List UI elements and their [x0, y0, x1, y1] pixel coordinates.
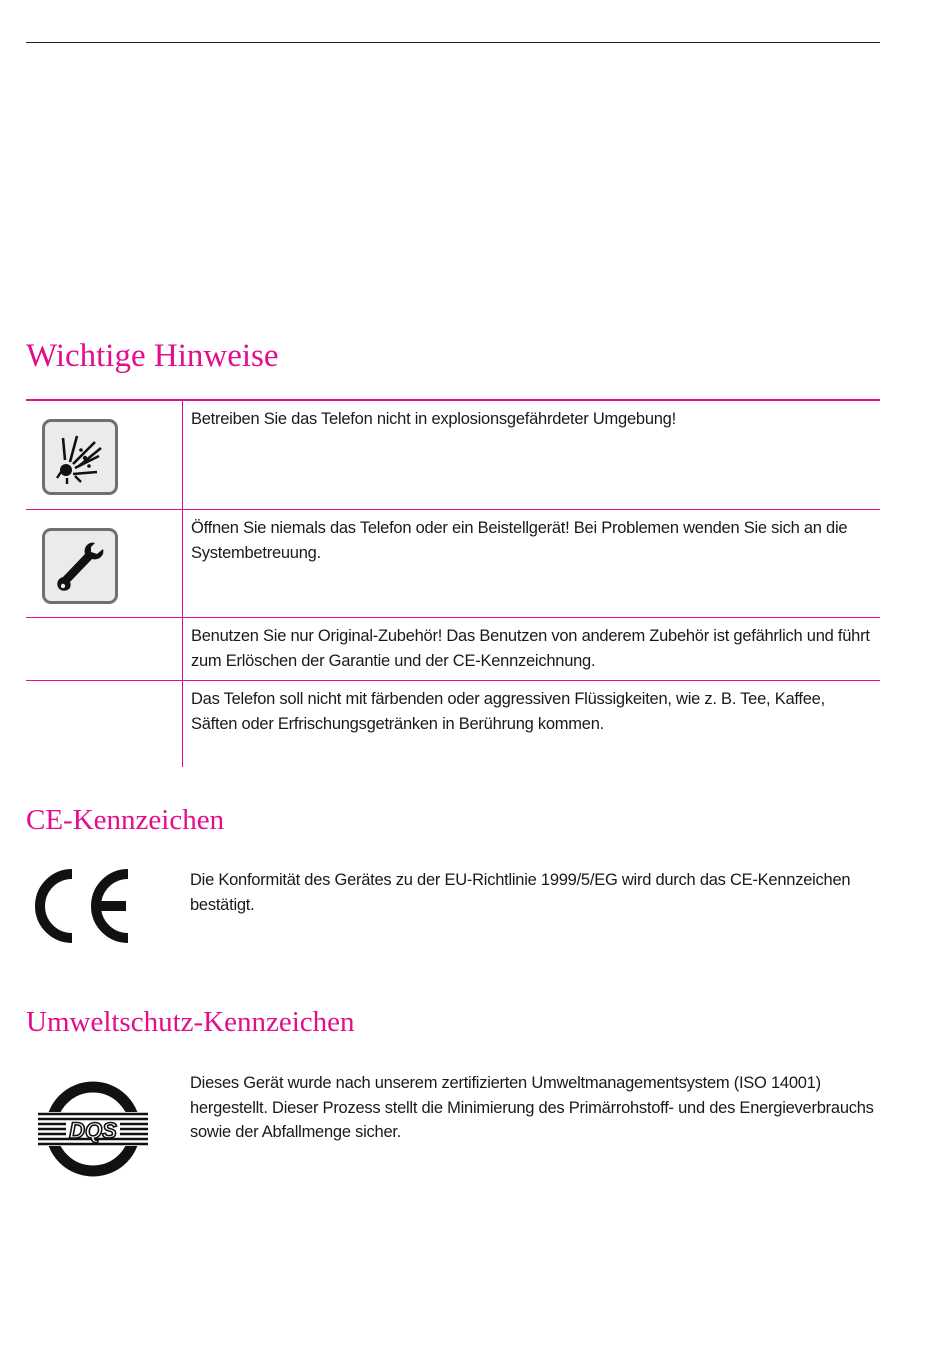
- ce-description: Die Konformität des Gerätes zu der EU-Richtlinie 1999/5/EG wird durch das CE-Kennzeichen bestätigt.: [190, 871, 851, 914]
- note-icon-cell: [26, 681, 183, 767]
- note-icon-cell: [26, 510, 183, 617]
- wrench-icon: [42, 528, 118, 604]
- note-text: Benutzen Sie nur Original-Zubehör! Das Benutzen von anderem Zubehör ist gefährlich und führt zum Erlöschen der Garantie und der CE-Kennzeichnung.: [191, 627, 870, 670]
- note-icon-cell: [26, 401, 183, 509]
- note-text: Das Telefon soll nicht mit färbenden oder aggressiven Flüssigkeiten, wie z. B. Tee, Kaffee, Säften oder Erfrischungsgetränken in Berührung kommen.: [191, 690, 825, 733]
- top-rule: [26, 42, 880, 43]
- section-title-ce-kennzeichen: CE-Kennzeichen: [26, 804, 225, 836]
- note-row: [26, 618, 880, 681]
- note-text: Betreiben Sie das Telefon nicht in explosionsgefährdeter Umgebung!: [191, 410, 676, 428]
- section-title-umweltschutz-kennzeichen: Umweltschutz-Kennzeichen: [26, 1006, 355, 1038]
- safety-notes-table: [26, 399, 880, 767]
- umwelt-description: Dieses Gerät wurde nach unserem zertifizierten Umweltmanagementsystem (ISO 14001) hergestellt. Dieser Prozess stellt die Minimierung des Primärrohstoff- und des Energieverbrauchs sowie der Abfallmenge sicher.: [190, 1074, 874, 1141]
- note-row: [26, 401, 880, 510]
- note-row: [26, 681, 880, 767]
- explosion-warning-icon: [42, 419, 118, 495]
- note-text: Öffnen Sie niemals das Telefon oder ein Beistellgerät! Bei Problemen wenden Sie sich an die Systembetreuung.: [191, 519, 848, 562]
- ce-logo: [28, 866, 138, 951]
- dqs-logo-text: DQS: [69, 1118, 117, 1143]
- dqs-logo: [30, 1076, 156, 1187]
- note-row: [26, 510, 880, 618]
- note-icon-cell: [26, 618, 183, 680]
- section-title-wichtige-hinweise: Wichtige Hinweise: [26, 338, 279, 374]
